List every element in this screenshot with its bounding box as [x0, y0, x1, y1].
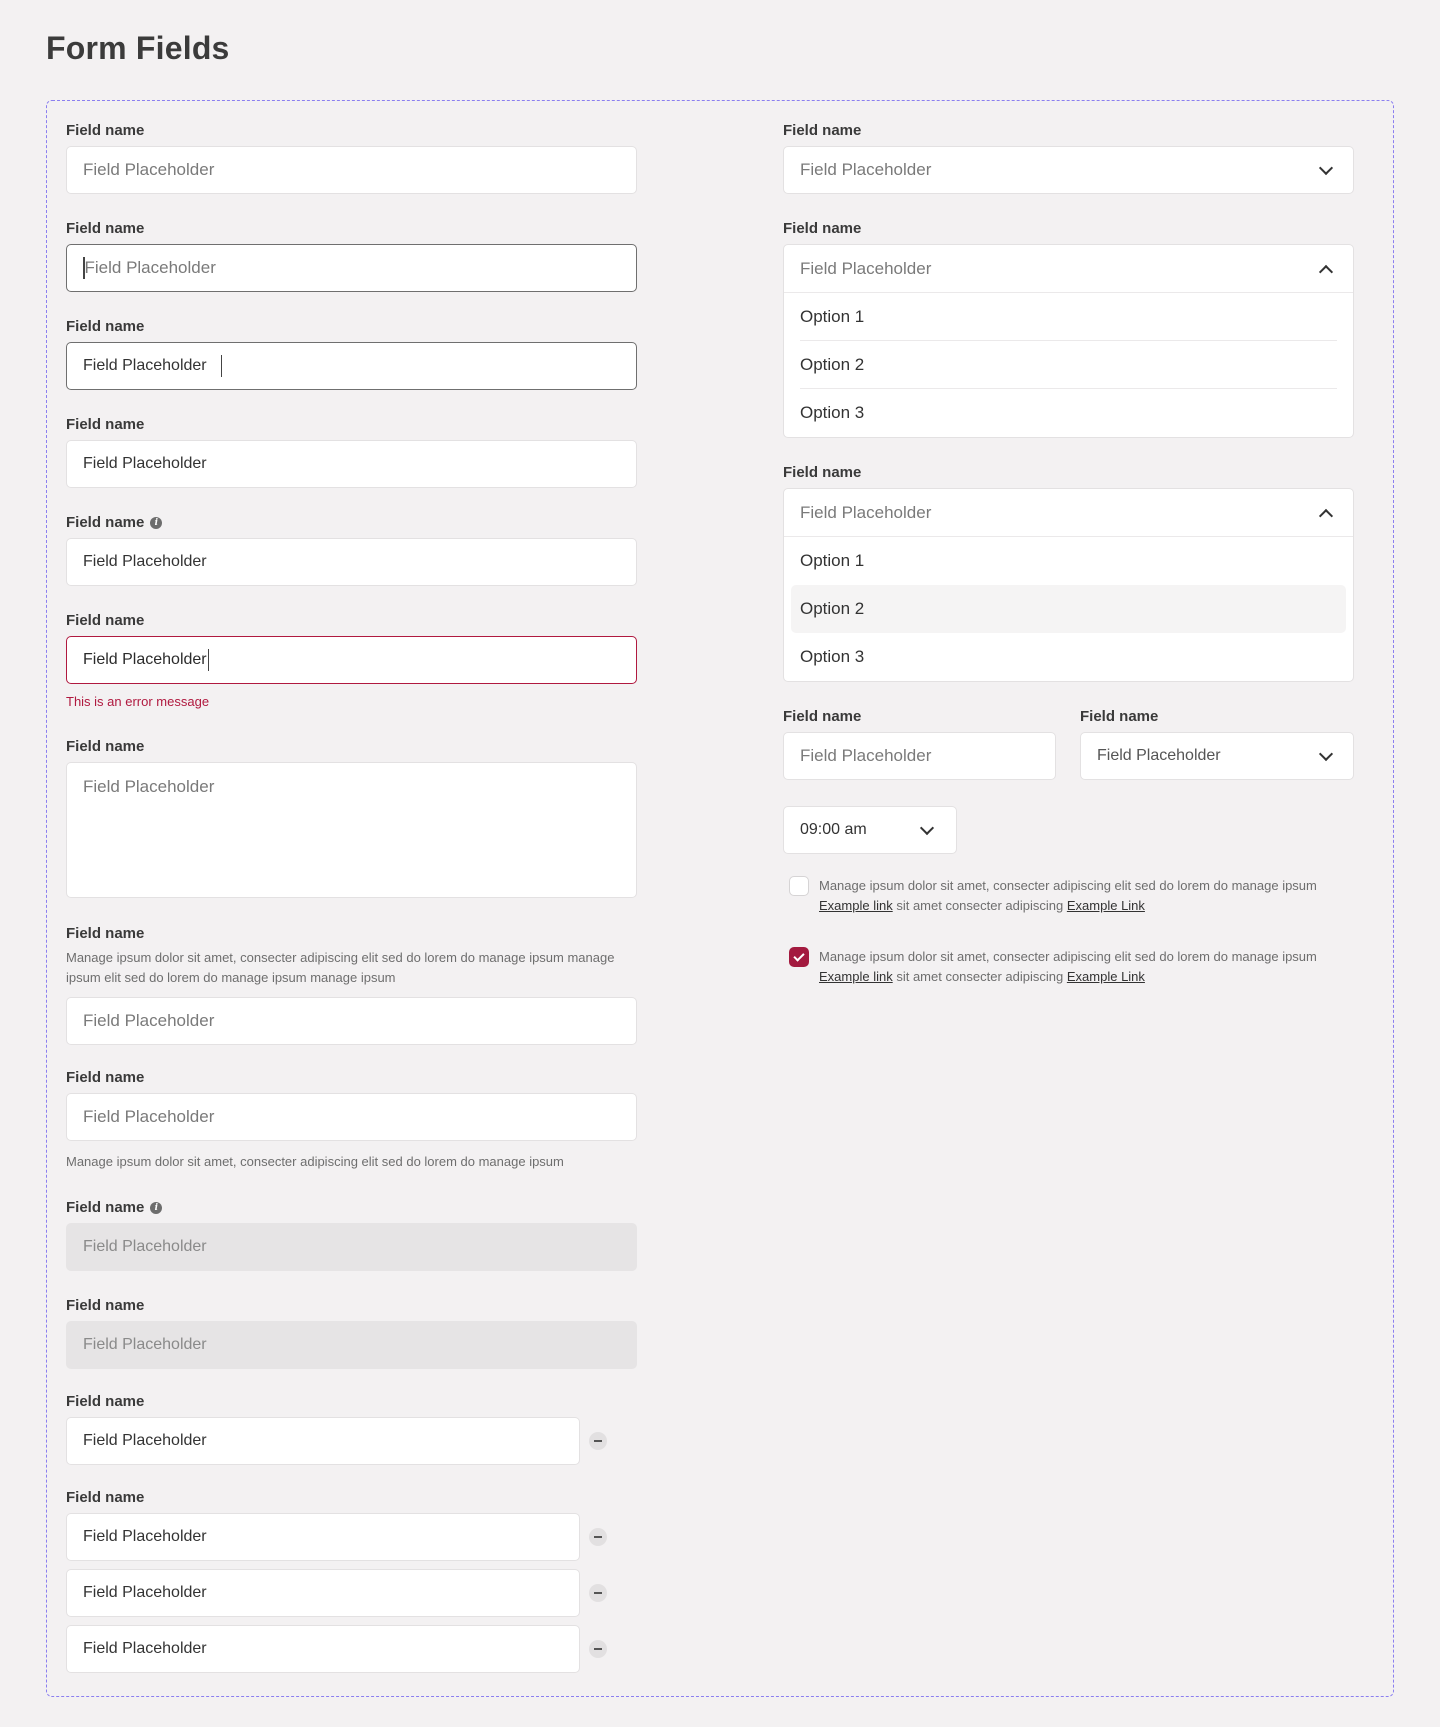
- remove-icon[interactable]: [589, 1640, 607, 1658]
- field-label: [66, 318, 144, 336]
- field-label-text: Field name: [66, 416, 145, 433]
- chevron-down-icon: [920, 821, 934, 835]
- field-label: [66, 1297, 144, 1315]
- field-label-text: Field name: [66, 1393, 145, 1410]
- chevron-down-icon: [1319, 747, 1333, 761]
- field-label: [783, 220, 861, 238]
- text-input-help-below[interactable]: [66, 1093, 637, 1141]
- select-header[interactable]: [784, 245, 1353, 293]
- field-label-text: Field name: [66, 612, 145, 629]
- text-input-with-help[interactable]: [66, 997, 637, 1045]
- field-label-text: Field name: [783, 220, 862, 237]
- text-input-disabled: [66, 1321, 637, 1369]
- field-placeholder: Field Placeholder: [83, 1238, 207, 1255]
- field-label-text: Field name: [783, 708, 862, 725]
- field-placeholder: Field Placeholder: [83, 777, 215, 796]
- field-value: Field Placeholder: [83, 1584, 207, 1601]
- field-value: Field Placeholder: [83, 1640, 207, 1657]
- checkbox-label: [819, 876, 1359, 916]
- field-label-text: Field name: [66, 738, 145, 755]
- field-label: [783, 122, 861, 140]
- error-message: This is an error message: [66, 694, 210, 709]
- checkbox-checked[interactable]: [789, 947, 809, 967]
- field-label: [1080, 708, 1158, 726]
- field-value: Field Placeholder: [83, 357, 207, 374]
- checkbox-unchecked[interactable]: [789, 876, 809, 896]
- select-closed[interactable]: [783, 146, 1354, 194]
- text-input-removable[interactable]: [66, 1417, 580, 1465]
- field-placeholder: Field Placeholder: [83, 160, 215, 179]
- field-label-text: Field name: [783, 122, 862, 139]
- field-label-text: Field name: [66, 1489, 145, 1506]
- text-input-typing[interactable]: [66, 342, 637, 390]
- text-input-error[interactable]: [66, 636, 637, 684]
- page-title: Form Fields: [46, 30, 230, 66]
- text-input-removable[interactable]: [66, 1513, 580, 1561]
- field-placeholder: Field Placeholder: [83, 1336, 207, 1353]
- remove-icon[interactable]: [589, 1528, 607, 1546]
- select-open[interactable]: [783, 244, 1354, 438]
- time-select[interactable]: [783, 806, 957, 854]
- checkbox-text: sit amet consecter adipiscing: [896, 969, 1064, 984]
- text-input-disabled: [66, 1223, 637, 1271]
- field-label: [66, 122, 144, 140]
- field-placeholder: Field Placeholder: [800, 258, 932, 278]
- field-value: Field Placeholder: [83, 455, 207, 472]
- field-label: [66, 925, 144, 943]
- example-link[interactable]: Example Link: [1066, 898, 1145, 913]
- field-label: [66, 220, 144, 238]
- field-value: Field Placeholder: [83, 651, 207, 668]
- field-help-text: Manage ipsum dolor sit amet, consecter adipiscing elit sed do lorem do manage ipsum: [66, 1154, 564, 1169]
- chevron-down-icon: [1319, 161, 1333, 175]
- field-label: [66, 1489, 144, 1507]
- field-placeholder: Field Placeholder: [800, 160, 932, 179]
- field-value: Field Placeholder: [1097, 747, 1221, 764]
- checkbox-label: [819, 947, 1359, 987]
- field-label-text: Field name: [66, 220, 145, 237]
- dropdown-option[interactable]: Option 1: [800, 551, 865, 570]
- dropdown-option[interactable]: Option 3: [800, 403, 865, 422]
- field-label-text: Field name: [1080, 708, 1159, 725]
- field-label: [66, 1393, 144, 1411]
- field-label-text: Field name: [783, 464, 862, 481]
- text-input-default[interactable]: [66, 146, 637, 194]
- example-link[interactable]: Example link: [819, 969, 893, 984]
- example-link[interactable]: Example Link: [1066, 969, 1145, 984]
- info-icon[interactable]: i: [150, 1202, 162, 1214]
- field-placeholder: Field Placeholder: [83, 1011, 215, 1030]
- field-label-text: Field name: [66, 514, 145, 531]
- field-value: Field Placeholder: [83, 553, 207, 570]
- field-label: [66, 416, 144, 434]
- field-label: [66, 1069, 144, 1087]
- text-input-focused[interactable]: [66, 244, 637, 292]
- checkbox-text: sit amet consecter adipiscing: [896, 898, 1064, 913]
- dropdown-option[interactable]: Option 2: [784, 341, 1353, 389]
- field-label: [783, 464, 861, 482]
- field-label-text: Field name: [66, 1069, 145, 1086]
- textarea[interactable]: [66, 762, 637, 898]
- field-label-text: Field name: [66, 1199, 145, 1216]
- info-icon[interactable]: i: [150, 517, 162, 529]
- field-label-text: Field name: [66, 318, 145, 335]
- field-value: Field Placeholder: [83, 1528, 207, 1545]
- time-value: 09:00 am: [800, 821, 867, 838]
- field-label: [66, 1199, 162, 1217]
- text-caret: [221, 355, 223, 377]
- field-label-text: Field name: [66, 1297, 145, 1314]
- field-label: [66, 738, 144, 756]
- dropdown-option[interactable]: Option 3: [800, 647, 865, 666]
- field-label: [66, 612, 144, 630]
- checkbox-text: Manage ipsum dolor sit amet, consecter adipiscing elit sed do lorem do manage ipsum: [819, 878, 1317, 893]
- select-half[interactable]: [1080, 732, 1354, 780]
- text-caret: [208, 649, 210, 671]
- text-input-removable[interactable]: [66, 1625, 580, 1673]
- chevron-up-icon: [1319, 264, 1333, 278]
- field-help-text: Manage ipsum dolor sit amet, consecter adipiscing elit sed do lorem do manage ipsum manage ipsum elit sed do lorem do manage ipsum manage ipsum: [66, 950, 615, 985]
- text-input-half[interactable]: [783, 732, 1056, 780]
- field-placeholder: Field Placeholder: [800, 746, 932, 765]
- checkbox-text: Manage ipsum dolor sit amet, consecter adipiscing elit sed do lorem do manage ipsum: [819, 949, 1317, 964]
- text-input-removable[interactable]: [66, 1569, 580, 1617]
- field-placeholder: Field Placeholder: [84, 258, 216, 277]
- field-label: [66, 514, 162, 532]
- select-open-hover[interactable]: [783, 488, 1354, 682]
- checkmark-icon: [793, 950, 804, 961]
- select-header[interactable]: [784, 489, 1353, 537]
- field-placeholder: Field Placeholder: [800, 502, 932, 522]
- text-input-with-info[interactable]: [66, 538, 637, 586]
- dropdown-option[interactable]: Option 1: [784, 293, 1353, 341]
- field-value: Field Placeholder: [83, 1432, 207, 1449]
- chevron-up-icon: [1319, 508, 1333, 522]
- field-label-text: Field name: [66, 122, 145, 139]
- text-input-filled[interactable]: [66, 440, 637, 488]
- remove-icon[interactable]: [589, 1584, 607, 1602]
- field-label: [783, 708, 861, 726]
- remove-icon[interactable]: [589, 1432, 607, 1450]
- example-link[interactable]: Example link: [819, 898, 893, 913]
- field-placeholder: Field Placeholder: [83, 1107, 215, 1126]
- dropdown-option-hovered[interactable]: Option 2: [791, 585, 1346, 633]
- field-label-text: Field name: [66, 925, 145, 942]
